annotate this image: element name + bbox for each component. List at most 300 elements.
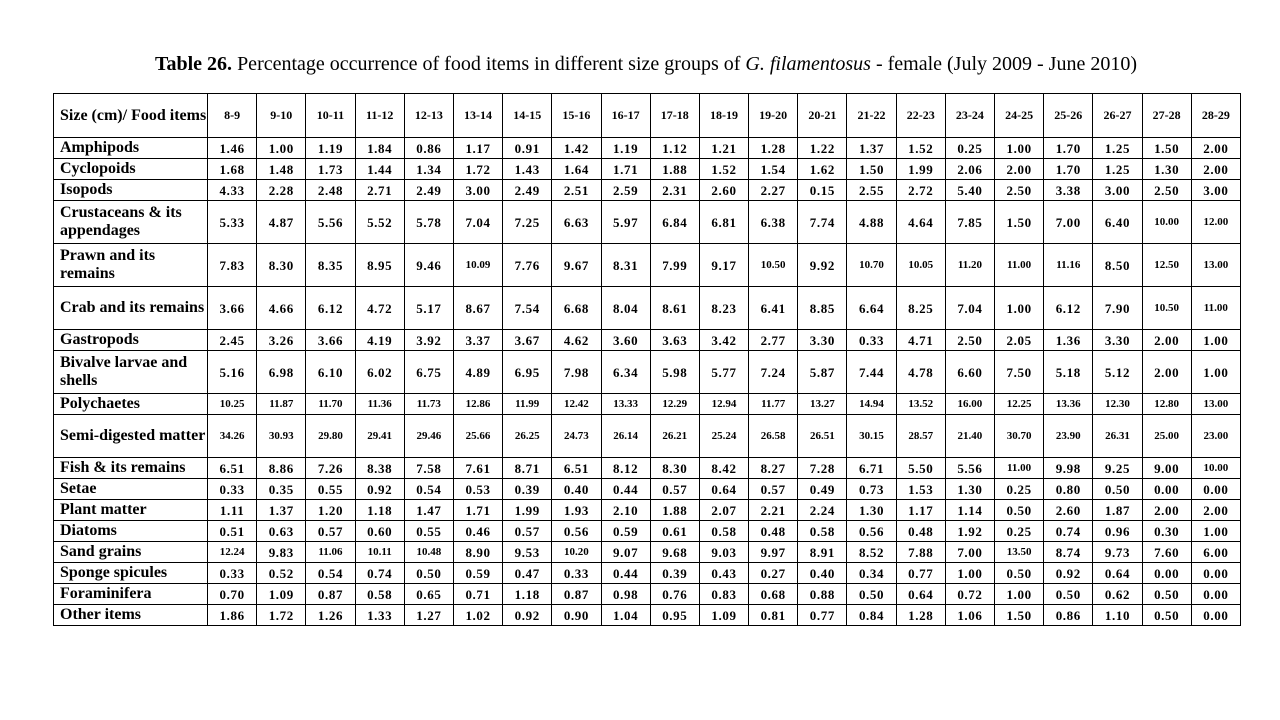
table-cell: 0.34 bbox=[847, 563, 896, 584]
table-cell: 2.49 bbox=[404, 180, 453, 201]
table-cell: 11.16 bbox=[1044, 244, 1093, 287]
table-cell: 10.05 bbox=[896, 244, 945, 287]
table-cell: 3.60 bbox=[601, 330, 650, 351]
table-cell: 0.15 bbox=[798, 180, 847, 201]
table-cell: 12.00 bbox=[1191, 201, 1240, 244]
table-cell: 24.73 bbox=[552, 415, 601, 458]
table-cell: 9.83 bbox=[257, 542, 306, 563]
table-cell: 7.04 bbox=[945, 287, 994, 330]
table-cell: 1.44 bbox=[355, 159, 404, 180]
table-cell: 26.14 bbox=[601, 415, 650, 458]
table-cell: 6.51 bbox=[208, 458, 257, 479]
table-cell: 1.10 bbox=[1093, 605, 1142, 626]
table-cell: 0.53 bbox=[453, 479, 502, 500]
table-cell: 0.63 bbox=[257, 521, 306, 542]
table-row bbox=[54, 415, 1241, 458]
table-cell: 8.42 bbox=[699, 458, 748, 479]
table-cell: 6.00 bbox=[1191, 542, 1240, 563]
table-cell: 8.91 bbox=[798, 542, 847, 563]
size-group-header: 27-28 bbox=[1142, 94, 1191, 138]
table-cell: 7.61 bbox=[453, 458, 502, 479]
food-item-label: Bivalve larvae and shells bbox=[54, 351, 208, 394]
table-cell: 5.18 bbox=[1044, 351, 1093, 394]
table-cell: 8.30 bbox=[650, 458, 699, 479]
table-cell: 1.25 bbox=[1093, 159, 1142, 180]
table-cell: 23.90 bbox=[1044, 415, 1093, 458]
table-cell: 0.84 bbox=[847, 605, 896, 626]
table-cell: 0.49 bbox=[798, 479, 847, 500]
table-cell: 0.44 bbox=[601, 563, 650, 584]
table-cell: 7.83 bbox=[208, 244, 257, 287]
table-cell: 0.59 bbox=[601, 521, 650, 542]
table-cell: 7.54 bbox=[503, 287, 552, 330]
table-cell: 1.87 bbox=[1093, 500, 1142, 521]
table-cell: 11.36 bbox=[355, 394, 404, 415]
table-cell: 0.50 bbox=[1044, 584, 1093, 605]
table-cell: 1.88 bbox=[650, 159, 699, 180]
table-cell: 1.53 bbox=[896, 479, 945, 500]
food-item-label: Plant matter bbox=[54, 500, 208, 521]
table-cell: 1.00 bbox=[945, 563, 994, 584]
size-group-header: 22-23 bbox=[896, 94, 945, 138]
table-cell: 9.73 bbox=[1093, 542, 1142, 563]
table-cell: 2.27 bbox=[749, 180, 798, 201]
table-cell: 4.78 bbox=[896, 351, 945, 394]
table-cell: 4.66 bbox=[257, 287, 306, 330]
table-cell: 0.58 bbox=[355, 584, 404, 605]
table-cell: 1.06 bbox=[945, 605, 994, 626]
table-cell: 0.46 bbox=[453, 521, 502, 542]
table-cell: 1.43 bbox=[503, 159, 552, 180]
table-cell: 2.28 bbox=[257, 180, 306, 201]
table-cell: 0.00 bbox=[1191, 584, 1240, 605]
table-cell: 0.50 bbox=[1142, 605, 1191, 626]
size-group-header: 24-25 bbox=[995, 94, 1044, 138]
table-cell: 9.67 bbox=[552, 244, 601, 287]
table-cell: 0.55 bbox=[306, 479, 355, 500]
table-cell: 23.00 bbox=[1191, 415, 1240, 458]
table-cell: 13.00 bbox=[1191, 394, 1240, 415]
table-cell: 0.64 bbox=[699, 479, 748, 500]
table-cell: 0.60 bbox=[355, 521, 404, 542]
table-cell: 0.87 bbox=[552, 584, 601, 605]
table-cell: 5.78 bbox=[404, 201, 453, 244]
table-cell: 0.30 bbox=[1142, 521, 1191, 542]
table-cell: 2.21 bbox=[749, 500, 798, 521]
table-cell: 7.04 bbox=[453, 201, 502, 244]
table-cell: 1.84 bbox=[355, 138, 404, 159]
table-cell: 6.40 bbox=[1093, 201, 1142, 244]
table-cell: 1.30 bbox=[847, 500, 896, 521]
table-cell: 10.50 bbox=[749, 244, 798, 287]
table-cell: 1.62 bbox=[798, 159, 847, 180]
table-cell: 0.71 bbox=[453, 584, 502, 605]
table-cell: 9.25 bbox=[1093, 458, 1142, 479]
table-cell: 0.92 bbox=[1044, 563, 1093, 584]
table-cell: 10.48 bbox=[404, 542, 453, 563]
table-cell: 1.92 bbox=[945, 521, 994, 542]
table-cell: 8.61 bbox=[650, 287, 699, 330]
table-cell: 1.36 bbox=[1044, 330, 1093, 351]
table-cell: 6.10 bbox=[306, 351, 355, 394]
table-cell: 1.50 bbox=[995, 201, 1044, 244]
table-cell: 2.10 bbox=[601, 500, 650, 521]
table-cell: 0.86 bbox=[404, 138, 453, 159]
table-row bbox=[54, 584, 1241, 605]
table-cell: 8.95 bbox=[355, 244, 404, 287]
table-cell: 1.09 bbox=[257, 584, 306, 605]
table-cell: 0.92 bbox=[355, 479, 404, 500]
table-cell: 0.43 bbox=[699, 563, 748, 584]
table-cell: 3.00 bbox=[1191, 180, 1240, 201]
table-cell: 7.25 bbox=[503, 201, 552, 244]
table-cell: 25.24 bbox=[699, 415, 748, 458]
table-cell: 9.17 bbox=[699, 244, 748, 287]
table-cell: 1.17 bbox=[896, 500, 945, 521]
table-cell: 10.00 bbox=[1191, 458, 1240, 479]
table-cell: 0.33 bbox=[208, 563, 257, 584]
table-caption bbox=[0, 50, 1280, 78]
table-cell: 7.44 bbox=[847, 351, 896, 394]
table-cell: 0.90 bbox=[552, 605, 601, 626]
table-cell: 6.75 bbox=[404, 351, 453, 394]
table-cell: 1.28 bbox=[749, 138, 798, 159]
table-cell: 10.70 bbox=[847, 244, 896, 287]
table-cell: 0.50 bbox=[847, 584, 896, 605]
table-cell: 7.90 bbox=[1093, 287, 1142, 330]
table-cell: 2.24 bbox=[798, 500, 847, 521]
table-cell: 5.50 bbox=[896, 458, 945, 479]
table-cell: 9.03 bbox=[699, 542, 748, 563]
header-row bbox=[54, 94, 1241, 138]
table-cell: 4.87 bbox=[257, 201, 306, 244]
table-cell: 7.00 bbox=[1044, 201, 1093, 244]
table-cell: 8.35 bbox=[306, 244, 355, 287]
table-cell: 1.11 bbox=[208, 500, 257, 521]
table-cell: 7.00 bbox=[945, 542, 994, 563]
table-cell: 0.35 bbox=[257, 479, 306, 500]
table-cell: 0.33 bbox=[847, 330, 896, 351]
table-cell: 8.90 bbox=[453, 542, 502, 563]
table-cell: 0.47 bbox=[503, 563, 552, 584]
table-cell: 8.50 bbox=[1093, 244, 1142, 287]
table-cell: 0.48 bbox=[896, 521, 945, 542]
table-cell: 1.34 bbox=[404, 159, 453, 180]
table-cell: 0.00 bbox=[1191, 605, 1240, 626]
table-cell: 1.42 bbox=[552, 138, 601, 159]
table-cell: 34.26 bbox=[208, 415, 257, 458]
table-cell: 0.77 bbox=[798, 605, 847, 626]
table-cell: 0.50 bbox=[404, 563, 453, 584]
table-cell: 3.66 bbox=[208, 287, 257, 330]
table-cell: 1.25 bbox=[1093, 138, 1142, 159]
table-cell: 1.46 bbox=[208, 138, 257, 159]
table-cell: 1.50 bbox=[995, 605, 1044, 626]
table-cell: 30.70 bbox=[995, 415, 1044, 458]
table-cell: 0.72 bbox=[945, 584, 994, 605]
table-cell: 3.37 bbox=[453, 330, 502, 351]
table-cell: 11.77 bbox=[749, 394, 798, 415]
food-item-label: Isopods bbox=[54, 180, 208, 201]
table-cell: 0.57 bbox=[306, 521, 355, 542]
table-cell: 6.68 bbox=[552, 287, 601, 330]
table-cell: 30.15 bbox=[847, 415, 896, 458]
table-cell: 26.58 bbox=[749, 415, 798, 458]
table-cell: 1.00 bbox=[995, 287, 1044, 330]
table-cell: 1.47 bbox=[404, 500, 453, 521]
table-cell: 26.31 bbox=[1093, 415, 1142, 458]
table-cell: 5.56 bbox=[306, 201, 355, 244]
table-cell: 12.50 bbox=[1142, 244, 1191, 287]
table-cell: 0.55 bbox=[404, 521, 453, 542]
table-cell: 0.52 bbox=[257, 563, 306, 584]
table-cell: 1.99 bbox=[896, 159, 945, 180]
table-cell: 0.44 bbox=[601, 479, 650, 500]
table-cell: 10.11 bbox=[355, 542, 404, 563]
table-cell: 5.12 bbox=[1093, 351, 1142, 394]
food-items-table bbox=[53, 93, 1241, 626]
table-cell: 0.92 bbox=[503, 605, 552, 626]
table-cell: 0.50 bbox=[1142, 584, 1191, 605]
table-cell: 8.23 bbox=[699, 287, 748, 330]
food-item-label: Prawn and its remains bbox=[54, 244, 208, 287]
table-cell: 7.88 bbox=[896, 542, 945, 563]
table-row bbox=[54, 180, 1241, 201]
table-cell: 2.00 bbox=[1142, 330, 1191, 351]
table-row bbox=[54, 201, 1241, 244]
table-cell: 1.93 bbox=[552, 500, 601, 521]
table-cell: 6.81 bbox=[699, 201, 748, 244]
table-cell: 8.71 bbox=[503, 458, 552, 479]
table-cell: 0.59 bbox=[453, 563, 502, 584]
size-group-header: 25-26 bbox=[1044, 94, 1093, 138]
food-item-label: Diatoms bbox=[54, 521, 208, 542]
table-cell: 1.00 bbox=[1191, 351, 1240, 394]
table-cell: 0.87 bbox=[306, 584, 355, 605]
table-cell: 10.09 bbox=[453, 244, 502, 287]
table-cell: 1.04 bbox=[601, 605, 650, 626]
table-cell: 4.88 bbox=[847, 201, 896, 244]
size-group-header: 13-14 bbox=[453, 94, 502, 138]
table-cell: 0.57 bbox=[749, 479, 798, 500]
table-cell: 9.00 bbox=[1142, 458, 1191, 479]
table-cell: 12.94 bbox=[699, 394, 748, 415]
table-cell: 2.71 bbox=[355, 180, 404, 201]
table-cell: 0.95 bbox=[650, 605, 699, 626]
table-cell: 6.51 bbox=[552, 458, 601, 479]
food-item-label: Fish & its remains bbox=[54, 458, 208, 479]
table-cell: 2.00 bbox=[1191, 500, 1240, 521]
table-cell: 1.71 bbox=[453, 500, 502, 521]
table-row bbox=[54, 563, 1241, 584]
table-cell: 0.98 bbox=[601, 584, 650, 605]
table-cell: 7.76 bbox=[503, 244, 552, 287]
table-cell: 5.98 bbox=[650, 351, 699, 394]
table-cell: 9.53 bbox=[503, 542, 552, 563]
table-cell: 6.71 bbox=[847, 458, 896, 479]
table-row bbox=[54, 394, 1241, 415]
table-cell: 1.88 bbox=[650, 500, 699, 521]
table-cell: 4.64 bbox=[896, 201, 945, 244]
table-cell: 0.80 bbox=[1044, 479, 1093, 500]
table-cell: 1.70 bbox=[1044, 159, 1093, 180]
table-cell: 5.97 bbox=[601, 201, 650, 244]
table-cell: 6.63 bbox=[552, 201, 601, 244]
table-cell: 6.84 bbox=[650, 201, 699, 244]
table-cell: 3.38 bbox=[1044, 180, 1093, 201]
table-cell: 0.64 bbox=[896, 584, 945, 605]
table-row bbox=[54, 159, 1241, 180]
table-cell: 0.40 bbox=[798, 563, 847, 584]
table-cell: 26.21 bbox=[650, 415, 699, 458]
table-cell: 3.67 bbox=[503, 330, 552, 351]
table-cell: 1.19 bbox=[306, 138, 355, 159]
species-name: G. filamentosus bbox=[745, 53, 871, 75]
table-cell: 29.46 bbox=[404, 415, 453, 458]
table-cell: 11.00 bbox=[1191, 287, 1240, 330]
table-cell: 0.50 bbox=[995, 500, 1044, 521]
table-row bbox=[54, 287, 1241, 330]
table-cell: 2.49 bbox=[503, 180, 552, 201]
table-cell: 0.39 bbox=[503, 479, 552, 500]
table-cell: 0.68 bbox=[749, 584, 798, 605]
table-cell: 8.31 bbox=[601, 244, 650, 287]
table-cell: 0.57 bbox=[650, 479, 699, 500]
size-group-header: 8-9 bbox=[208, 94, 257, 138]
table-cell: 9.92 bbox=[798, 244, 847, 287]
table-row bbox=[54, 605, 1241, 626]
table-cell: 11.70 bbox=[306, 394, 355, 415]
table-cell: 1.00 bbox=[1191, 330, 1240, 351]
table-cell: 1.72 bbox=[453, 159, 502, 180]
table-cell: 14.94 bbox=[847, 394, 896, 415]
table-cell: 25.00 bbox=[1142, 415, 1191, 458]
table-cell: 1.02 bbox=[453, 605, 502, 626]
table-cell: 0.25 bbox=[995, 521, 1044, 542]
table-cell: 1.48 bbox=[257, 159, 306, 180]
table-cell: 8.30 bbox=[257, 244, 306, 287]
size-group-header: 17-18 bbox=[650, 94, 699, 138]
table-cell: 1.86 bbox=[208, 605, 257, 626]
table-cell: 0.61 bbox=[650, 521, 699, 542]
table-cell: 0.57 bbox=[503, 521, 552, 542]
table-cell: 28.57 bbox=[896, 415, 945, 458]
table-cell: 6.41 bbox=[749, 287, 798, 330]
table-cell: 3.26 bbox=[257, 330, 306, 351]
table-cell: 9.97 bbox=[749, 542, 798, 563]
table-cell: 1.73 bbox=[306, 159, 355, 180]
table-cell: 1.37 bbox=[257, 500, 306, 521]
table-cell: 1.54 bbox=[749, 159, 798, 180]
table-cell: 1.12 bbox=[650, 138, 699, 159]
table-cell: 10.50 bbox=[1142, 287, 1191, 330]
table-cell: 12.29 bbox=[650, 394, 699, 415]
table-cell: 0.51 bbox=[208, 521, 257, 542]
table-cell: 7.99 bbox=[650, 244, 699, 287]
table-cell: 3.00 bbox=[1093, 180, 1142, 201]
table-cell: 10.20 bbox=[552, 542, 601, 563]
table-cell: 5.17 bbox=[404, 287, 453, 330]
table-cell: 2.60 bbox=[699, 180, 748, 201]
table-cell: 11.00 bbox=[995, 458, 1044, 479]
table-cell: 0.96 bbox=[1093, 521, 1142, 542]
table-cell: 2.05 bbox=[995, 330, 1044, 351]
size-group-header: 28-29 bbox=[1191, 94, 1240, 138]
table-cell: 0.54 bbox=[404, 479, 453, 500]
table-cell: 0.54 bbox=[306, 563, 355, 584]
table-cell: 0.40 bbox=[552, 479, 601, 500]
table-cell: 0.64 bbox=[1093, 563, 1142, 584]
table-cell: 0.00 bbox=[1142, 563, 1191, 584]
table-cell: 2.48 bbox=[306, 180, 355, 201]
table-cell: 8.38 bbox=[355, 458, 404, 479]
table-cell: 4.72 bbox=[355, 287, 404, 330]
table-cell: 2.00 bbox=[995, 159, 1044, 180]
table-cell: 9.07 bbox=[601, 542, 650, 563]
table-cell: 5.33 bbox=[208, 201, 257, 244]
table-cell: 1.28 bbox=[896, 605, 945, 626]
table-cell: 7.60 bbox=[1142, 542, 1191, 563]
table-cell: 1.18 bbox=[355, 500, 404, 521]
table-cell: 0.50 bbox=[995, 563, 1044, 584]
table-row bbox=[54, 244, 1241, 287]
table-cell: 6.34 bbox=[601, 351, 650, 394]
food-item-label: Polychaetes bbox=[54, 394, 208, 415]
table-cell: 1.00 bbox=[1191, 521, 1240, 542]
table-cell: 2.77 bbox=[749, 330, 798, 351]
table-cell: 2.50 bbox=[945, 330, 994, 351]
table-cell: 8.12 bbox=[601, 458, 650, 479]
table-cell: 7.98 bbox=[552, 351, 601, 394]
table-number: Table 26. bbox=[155, 53, 233, 75]
table-cell: 0.39 bbox=[650, 563, 699, 584]
table-cell: 8.52 bbox=[847, 542, 896, 563]
table-cell: 0.65 bbox=[404, 584, 453, 605]
table-cell: 0.73 bbox=[847, 479, 896, 500]
table-cell: 2.59 bbox=[601, 180, 650, 201]
table-cell: 0.83 bbox=[699, 584, 748, 605]
table-cell: 0.56 bbox=[552, 521, 601, 542]
table-cell: 5.16 bbox=[208, 351, 257, 394]
table-cell: 1.52 bbox=[896, 138, 945, 159]
table-cell: 11.00 bbox=[995, 244, 1044, 287]
table-cell: 26.51 bbox=[798, 415, 847, 458]
table-cell: 1.19 bbox=[601, 138, 650, 159]
food-item-label: Setae bbox=[54, 479, 208, 500]
table-cell: 8.27 bbox=[749, 458, 798, 479]
table-cell: 1.00 bbox=[995, 138, 1044, 159]
table-cell: 0.25 bbox=[945, 138, 994, 159]
table-cell: 6.02 bbox=[355, 351, 404, 394]
table-cell: 1.30 bbox=[1142, 159, 1191, 180]
table-cell: 2.60 bbox=[1044, 500, 1093, 521]
food-item-label: Foraminifera bbox=[54, 584, 208, 605]
food-item-label: Sponge spicules bbox=[54, 563, 208, 584]
size-group-header: 19-20 bbox=[749, 94, 798, 138]
size-group-header: 18-19 bbox=[699, 94, 748, 138]
table-cell: 2.55 bbox=[847, 180, 896, 201]
table-cell: 10.00 bbox=[1142, 201, 1191, 244]
size-group-header: 23-24 bbox=[945, 94, 994, 138]
table-cell: 0.70 bbox=[208, 584, 257, 605]
food-item-label: Sand grains bbox=[54, 542, 208, 563]
table-cell: 13.33 bbox=[601, 394, 650, 415]
table-cell: 3.30 bbox=[798, 330, 847, 351]
table-cell: 6.95 bbox=[503, 351, 552, 394]
table-cell: 13.27 bbox=[798, 394, 847, 415]
table-cell: 1.70 bbox=[1044, 138, 1093, 159]
size-group-header: 21-22 bbox=[847, 94, 896, 138]
